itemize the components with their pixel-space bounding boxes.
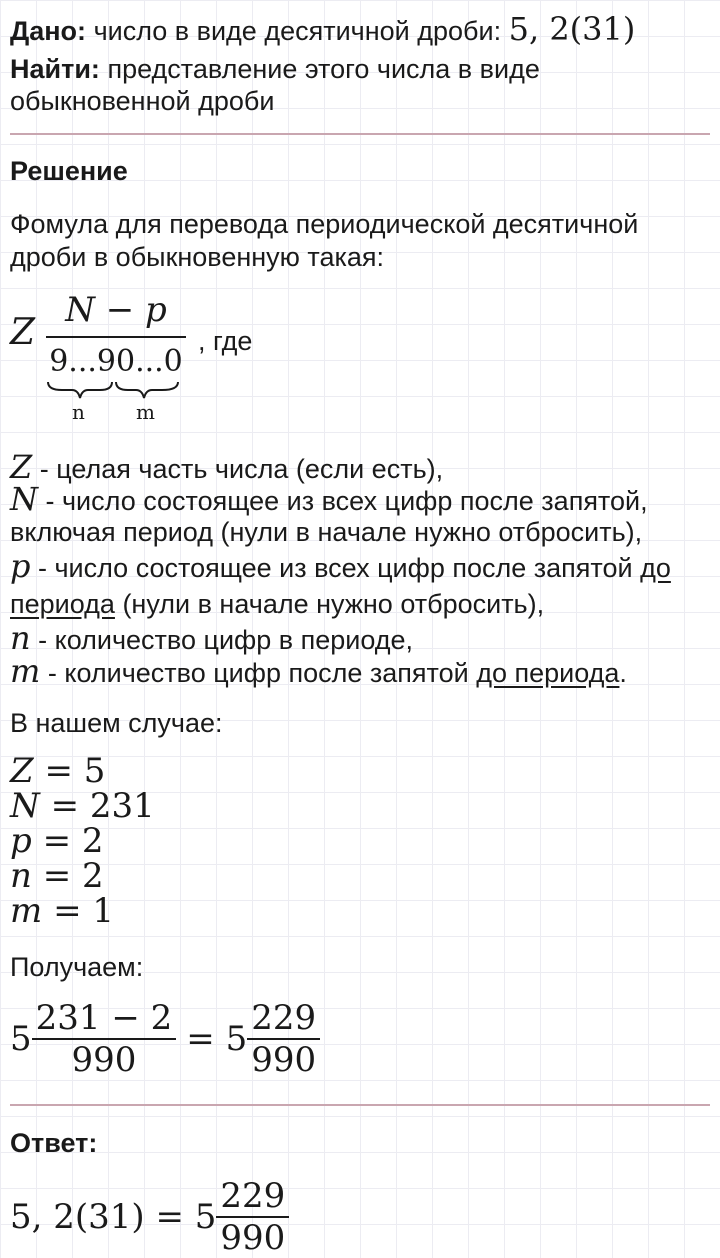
formula-suffix: , где: [198, 326, 253, 356]
values-list: [10, 751, 155, 931]
def-n-upper-text: - число состоящее из всех цифр после запятой,: [38, 486, 648, 516]
formula-fraction-bar: [46, 336, 186, 338]
value-n-val: = 2: [42, 856, 104, 896]
value-z-var: Z: [10, 751, 34, 791]
result-den-2: 990: [251, 1040, 317, 1080]
our-case-label: В нашем случае:: [10, 708, 223, 738]
getting-label: Получаем:: [10, 952, 144, 982]
value-p-val: = 2: [42, 821, 104, 861]
given-line: [10, 12, 635, 48]
solution-heading: Решение: [10, 156, 128, 186]
given-label: Дано:: [10, 16, 87, 46]
answer-expression: [10, 1176, 289, 1258]
underbrace-icon: [44, 380, 184, 400]
def-n-upper: [10, 482, 648, 518]
answer-label: Ответ:: [10, 1128, 98, 1158]
value-m-var: m: [10, 891, 43, 931]
def-p-symbol: p: [10, 547, 31, 585]
formula-whole: Z: [10, 312, 36, 353]
find-text-2: обыкновенной дроби: [10, 86, 275, 116]
result-expression: [10, 998, 320, 1080]
answer-num: 229: [220, 1176, 286, 1216]
result-fraction-1: [32, 998, 177, 1080]
given-number: 5, 2(31): [508, 10, 636, 48]
result-fraction-2: [247, 998, 320, 1080]
result-whole-1: 5: [10, 1019, 32, 1059]
find-label: Найти:: [10, 54, 100, 84]
divider-bottom: [10, 1104, 710, 1106]
def-m-symbol: m: [10, 652, 41, 690]
def-n-upper-cont: включая период (нули в начале нужно отбросить),: [10, 517, 643, 547]
def-m-text: - количество цифр после запятой: [40, 658, 477, 688]
def-p: [10, 549, 671, 585]
value-n-upper: [10, 786, 155, 826]
answer-den: 990: [220, 1218, 286, 1258]
value-n-upper-var: N: [10, 786, 40, 826]
given-text: число в виде десятичной дроби:: [93, 16, 502, 46]
brace-label-m: m: [136, 400, 155, 424]
value-p: [10, 821, 155, 861]
result-num-2: 229: [251, 998, 317, 1038]
def-z: [10, 450, 443, 486]
value-n: [10, 856, 155, 896]
formula-denominator: 9...90...0: [49, 344, 183, 379]
def-p-cont-underlined: периода: [10, 589, 115, 619]
def-n-upper-symbol: N: [10, 480, 38, 518]
def-z-text: - целая часть числа (если есть),: [32, 454, 444, 484]
def-n-text: - количество цифр в периоде,: [30, 625, 414, 655]
value-z: [10, 751, 155, 791]
answer-lhs: 5, 2(31) = 5: [10, 1197, 217, 1237]
def-n-symbol: n: [10, 619, 31, 657]
result-num-1: 231 − 2: [35, 998, 173, 1038]
divider-top: [10, 133, 710, 135]
result-eq: = 5: [186, 1019, 248, 1059]
def-m-end: .: [619, 658, 627, 688]
def-p-text: - число состоящее из всех цифр после запятой: [30, 553, 641, 583]
def-p-cont-text: (нули в начале нужно отбросить),: [114, 589, 545, 619]
intro-line-1: Фомула для перевода периодической десятичной: [10, 209, 639, 239]
brace-label-n: n: [72, 400, 85, 424]
def-p-cont: [10, 587, 544, 621]
value-m: [10, 891, 155, 931]
def-m-underlined: до периода: [476, 658, 620, 688]
result-den-1: 990: [71, 1040, 137, 1080]
value-m-val: = 1: [53, 891, 114, 931]
value-n-var: n: [10, 856, 32, 896]
def-n: [10, 621, 413, 657]
intro-line-2: дроби в обыкновенную такая:: [10, 242, 385, 272]
find-line: [10, 52, 540, 86]
value-p-var: p: [10, 821, 32, 861]
find-text-1: представление этого числа в виде: [107, 54, 540, 84]
def-m: [10, 654, 627, 690]
formula-numerator: N − p: [65, 290, 167, 330]
def-p-underlined: до: [640, 553, 671, 583]
def-z-symbol: Z: [10, 448, 33, 486]
value-z-val: = 5: [44, 751, 106, 791]
value-n-upper-val: = 231: [50, 786, 155, 826]
answer-fraction: [216, 1176, 289, 1258]
